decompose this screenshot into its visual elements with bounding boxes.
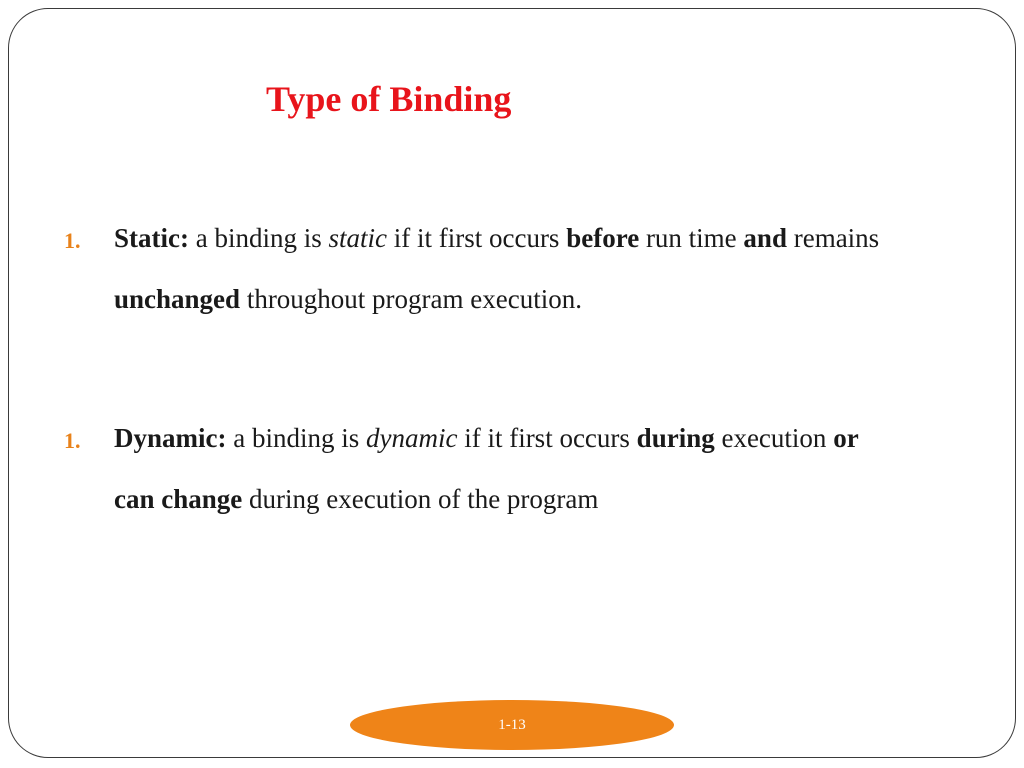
- text: if it first occurs: [393, 223, 560, 253]
- item-line-1: [114, 220, 879, 256]
- bold-unchanged: unchanged: [114, 284, 241, 314]
- text: during execution of the program: [249, 484, 599, 514]
- item-line-1: [114, 420, 859, 456]
- text: throughout program execution.: [246, 284, 582, 314]
- list-marker: 1.: [64, 228, 81, 253]
- slide-title: Type of Binding: [266, 79, 512, 119]
- text: if it first occurs: [464, 423, 630, 453]
- item-line-2: [114, 281, 582, 317]
- bold-and: and: [743, 223, 787, 253]
- text: execution: [721, 423, 827, 453]
- text: remains: [793, 223, 880, 253]
- slide-frame: [8, 8, 1016, 758]
- bold-before: before: [566, 223, 640, 253]
- term-static: Static:: [114, 223, 189, 253]
- text: a binding is: [195, 223, 322, 253]
- term-dynamic: Dynamic:: [114, 423, 227, 453]
- bold-during: during: [636, 423, 715, 453]
- text: a binding is: [233, 423, 360, 453]
- list-marker: 1.: [64, 428, 81, 453]
- bold-can-change: can change: [114, 484, 243, 514]
- bold-or: or: [833, 423, 859, 453]
- footer-page-pill: [350, 700, 674, 750]
- item-line-2: [114, 481, 598, 517]
- emphasis-dynamic: dynamic: [365, 423, 458, 453]
- text: run time: [645, 223, 737, 253]
- page-number: 1-13: [498, 717, 526, 733]
- emphasis-static: static: [328, 223, 387, 253]
